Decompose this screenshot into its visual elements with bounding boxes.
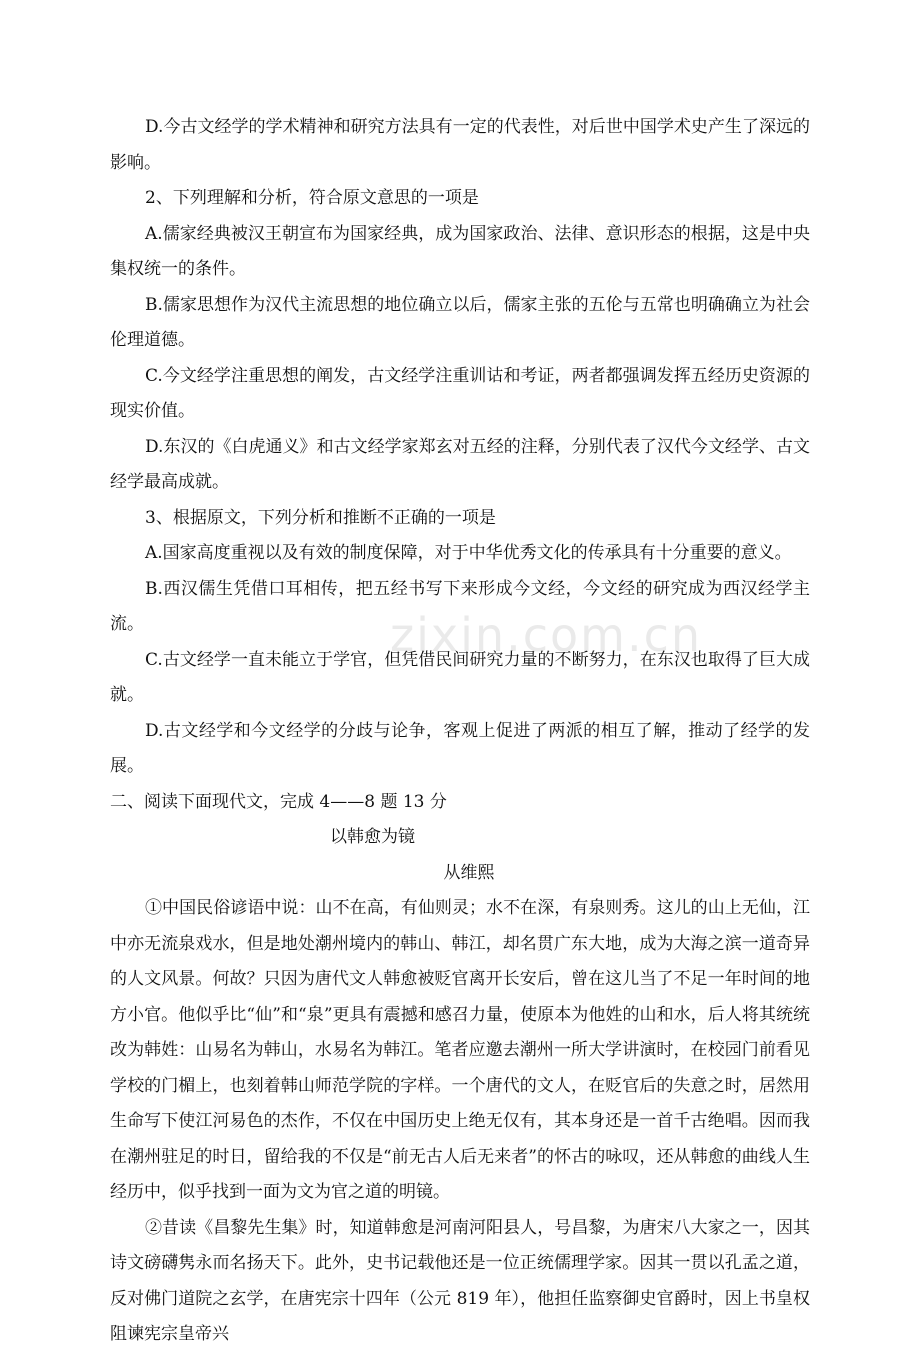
essay-paragraph-1: ①中国民俗谚语中说：山不在高，有仙则灵；水不在深，有泉则秀。这儿的山上无仙，江中亦无流泉戏水，但是地处潮州境内的韩山、韩江，却名贯广东大地，成为大海之滨一道奇异的人文风景。何故？只因为唐代文人韩愈被贬官离开长安后，曾在这儿当了不足一年时间的地方小官。他似乎比“仙”和“泉”更具有震撼和感召力量，使原本为他姓的山和水，后人将其统统改为韩姓：山易名为韩山，水易名为韩江。笔者应邀去潮州一所大学讲演时，在校园门前看见学校的门楣上，也刻着韩山师范学院的字样。一个唐代的文人，在贬官后的失意之时，居然用生命写下使江河易色的杰作，不仅在中国历史上绝无仅有，其本身还是一首千古绝唱。因而我在潮州驻足的时日，留给我的不仅是“前无古人后无来者”的怀古的咏叹，还从韩愈的曲线人生经历中，似乎找到一面为文为官之道的明镜。 <box>110 898 810 1202</box>
watermark: zixin.com.cn <box>390 608 703 662</box>
option-2b: B.儒家思想作为汉代主流思想的地位确立以后，儒家主张的五伦与五常也明确确立为社会伦理道德。 <box>110 294 810 350</box>
question-3: 3、根据原文，下列分析和推断不正确的一项是 <box>145 507 496 528</box>
option-2c: C.今文经学注重思想的阐发，古文经学注重训诂和考证，两者都强调发挥五经历史资源的现实价值。 <box>110 365 810 421</box>
essay-paragraph-2: ②昔读《昌黎先生集》时，知道韩愈是河南河阳县人，号昌黎，为唐宋八大家之一，因其诗文磅礴隽永而名扬天下。此外，史书记载他还是一位正统儒理学家。因其一贯以孔孟之道，反对佛门道院之玄学，在唐宪宗十四年（公元 819 年），他担任监察御史官爵时，因上书皇权阻谏宪宗皇帝兴 <box>110 1217 810 1344</box>
option-1d: D.今古文经学的学术精神和研究方法具有一定的代表性，对后世中国学术史产生了深远的影响。 <box>110 117 810 173</box>
option-2d: D.东汉的《白虎通义》和古文经学家郑玄对五经的注释，分别代表了汉代今文经学、古文经学最高成就。 <box>110 436 810 492</box>
option-3d: D.古文经学和今文经学的分歧与论争，客观上促进了两派的相互了解，推动了经学的发展。 <box>110 720 810 776</box>
option-3c: C.古文经学一直未能立于学官，但凭借民间研究力量的不断努力，在东汉也取得了巨大成就。 <box>110 649 810 705</box>
document-body <box>110 110 810 1353</box>
essay-author: 从维熙 <box>443 862 495 883</box>
option-2a: A.儒家经典被汉王朝宣布为国家经典，成为国家政治、法律、意识形态的根据，这是中央集权统一的条件。 <box>110 223 810 279</box>
section-heading-2: 二、阅读下面现代文，完成 4——8 题 13 分 <box>110 791 447 812</box>
option-3a: A.国家高度重视以及有效的制度保障，对于中华优秀文化的传承具有十分重要的意义。 <box>145 543 792 563</box>
option-3b: B.西汉儒生凭借口耳相传，把五经书写下来形成今文经，今文经的研究成为西汉经学主流。 <box>110 578 810 634</box>
question-2: 2、下列理解和分析，符合原文意思的一项是 <box>145 188 479 208</box>
essay-title: 以韩愈为镜 <box>330 827 415 847</box>
